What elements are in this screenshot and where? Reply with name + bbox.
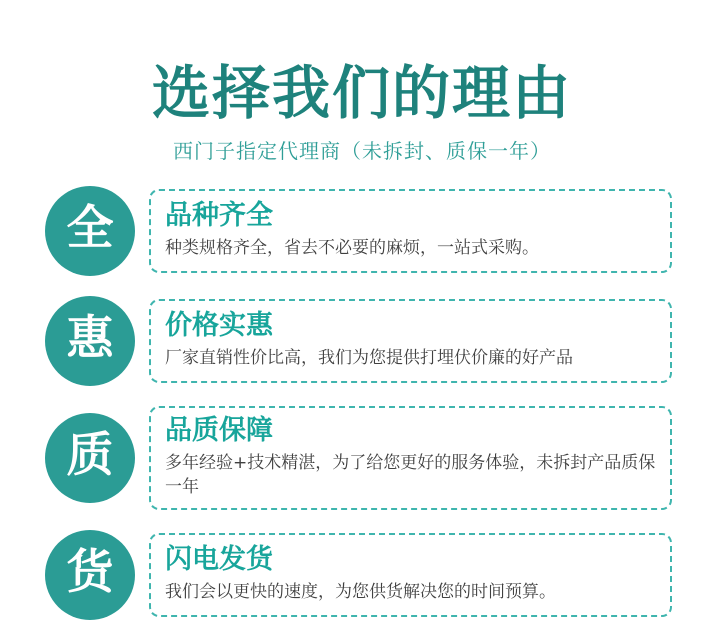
reason-box	[149, 533, 672, 617]
reason-badge-char: 质	[66, 428, 114, 484]
reason-row-price	[45, 296, 672, 386]
reason-badge-circle	[45, 530, 135, 620]
reason-row-delivery	[45, 530, 672, 620]
reason-row-variety	[45, 186, 672, 276]
reason-row-quality	[45, 406, 672, 510]
reason-description: 厂家直销性价比高，我们为您提供打埋伏价廉的好产品	[165, 347, 573, 368]
reason-box	[149, 406, 672, 510]
reason-description: 多年经验+技术精湛，为了给您更好的服务体验，未拆封产品质保一年	[165, 452, 656, 498]
reason-heading: 品种齐全	[165, 200, 273, 232]
reason-badge-char: 全	[66, 201, 114, 257]
reason-badge-char: 惠	[66, 311, 114, 367]
reason-badge-circle	[45, 186, 135, 276]
page-title: 选择我们的理由	[151, 59, 572, 127]
reason-heading: 闪电发货	[165, 544, 273, 576]
reason-list	[45, 186, 672, 620]
reason-badge-char: 货	[66, 545, 114, 601]
reason-badge-circle	[45, 296, 135, 386]
page-subtitle: 西门子指定代理商（未拆封、质保一年）	[173, 138, 551, 163]
section-header	[0, 0, 724, 164]
reason-description: 种类规格齐全，省去不必要的麻烦，一站式采购。	[165, 237, 539, 258]
reason-heading: 价格实惠	[165, 310, 273, 342]
reason-description: 我们会以更快的速度，为您供货解决您的时间预算。	[165, 581, 556, 602]
reason-badge-circle	[45, 413, 135, 503]
reason-heading: 品质保障	[165, 414, 273, 446]
reason-box	[149, 299, 672, 383]
reason-box	[149, 189, 672, 273]
